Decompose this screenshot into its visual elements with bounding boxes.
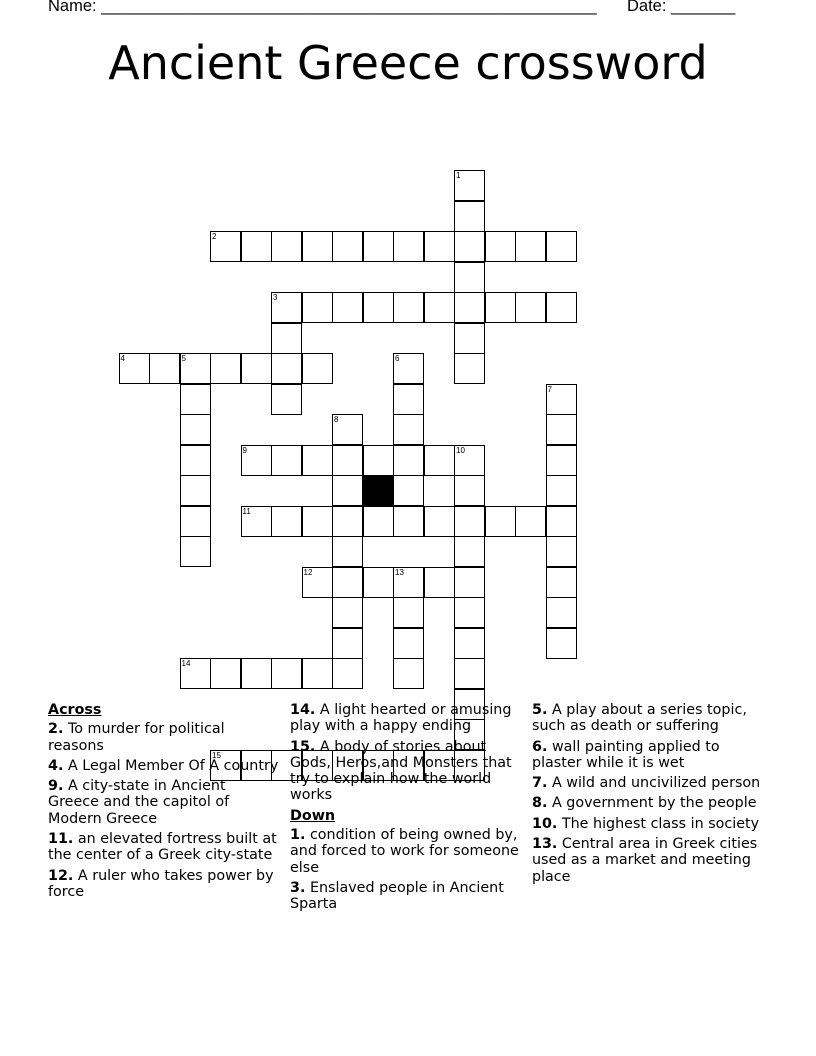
clue-text: Enslaved people in Ancient Sparta [290, 879, 504, 913]
crossword-cell[interactable] [393, 384, 424, 415]
crossword-cell[interactable] [454, 323, 485, 354]
crossword-cell[interactable] [149, 353, 180, 384]
cell-number: 4 [120, 354, 125, 363]
crossword-cell[interactable] [393, 506, 424, 537]
crossword-cell[interactable] [332, 597, 363, 628]
across-clue [48, 831, 280, 864]
clue-text: To murder for political reasons [48, 721, 225, 754]
crossword-cell[interactable] [546, 414, 577, 445]
crossword-cell[interactable] [241, 353, 272, 384]
crossword-cell[interactable] [332, 475, 363, 506]
cell-number: 1 [456, 171, 461, 180]
crossword-cell[interactable] [546, 628, 577, 659]
crossword-cell[interactable] [180, 384, 211, 415]
crossword-cell[interactable] [332, 506, 363, 537]
cell-number: 7 [547, 384, 552, 394]
crossword-cell[interactable] [393, 628, 424, 659]
cell-number: 2 [212, 232, 217, 241]
crossword-cell[interactable] [546, 567, 577, 598]
down-clue [532, 739, 764, 772]
crossword-cell[interactable] [424, 292, 455, 323]
crossword-cell[interactable] [332, 445, 363, 476]
crossword-cell[interactable] [180, 506, 211, 537]
crossword-cell[interactable] [393, 658, 424, 689]
clue-number: 1. [290, 827, 306, 844]
across-clue [48, 868, 280, 901]
down-clue [290, 827, 522, 876]
crossword-cell[interactable] [454, 475, 485, 506]
crossword-cell[interactable] [454, 567, 485, 598]
crossword-cell[interactable] [271, 658, 302, 689]
crossword-cell[interactable] [271, 445, 302, 476]
across-clue [48, 778, 280, 827]
clue-number: 5. [532, 702, 548, 718]
down-clue [532, 836, 764, 885]
down-clue [290, 880, 522, 913]
clue-number: 15. [290, 738, 316, 755]
crossword-cell[interactable] [454, 536, 485, 567]
crossword-cell[interactable] [393, 414, 424, 445]
crossword-cell[interactable] [332, 628, 363, 659]
clue-text: A play about a series topic, such as death or suffering [532, 702, 747, 735]
crossword-cell[interactable] [454, 353, 485, 384]
clue-number: 8. [532, 795, 548, 812]
crossword-cell[interactable] [302, 445, 333, 476]
crossword-cell[interactable] [302, 658, 333, 689]
crossword-cell[interactable] [546, 475, 577, 506]
down-clue [532, 775, 764, 791]
date-field-label: Date: _______ [627, 0, 736, 15]
crossword-cell[interactable] [302, 506, 333, 537]
crossword-cell[interactable] [210, 658, 241, 689]
crossword-cell[interactable] [180, 414, 211, 445]
clue-number: 12. [48, 867, 74, 884]
cell-number: 9 [242, 445, 247, 455]
down-heading: Down [290, 807, 336, 824]
crossword-cell[interactable] [180, 475, 211, 506]
page-title: Ancient Greece crossword [108, 36, 708, 90]
clue-number: 3. [290, 879, 306, 896]
cell-number: 3 [273, 293, 278, 302]
across-clue [48, 721, 280, 754]
clue-text: A wild and uncivilized person [551, 775, 761, 792]
clue-text: A government by the people [551, 795, 757, 812]
crossword-cell[interactable] [515, 292, 546, 323]
clue-text: The highest class in society [561, 815, 760, 832]
cell-number: 11 [242, 506, 251, 516]
crossword-cell[interactable] [393, 445, 424, 476]
clue-text: A light hearted or amusing play with a happy ending [290, 702, 512, 735]
clue-number: 7. [532, 775, 548, 792]
crossword-cell[interactable] [424, 567, 455, 598]
cell-number: 13 [395, 567, 404, 577]
crossword-cell[interactable] [454, 201, 485, 232]
crossword-cell[interactable] [454, 506, 485, 537]
crossword-cell[interactable] [546, 536, 577, 567]
crossword-cell[interactable] [332, 567, 363, 598]
crossword-cell[interactable] [271, 506, 302, 537]
crossword-cell[interactable] [180, 536, 211, 567]
crossword-cell[interactable] [454, 597, 485, 628]
crossword-cell[interactable] [454, 628, 485, 659]
crossword-cell[interactable] [546, 597, 577, 628]
crossword-cell[interactable] [393, 475, 424, 506]
crossword-cell[interactable] [363, 231, 394, 262]
clue-text: A ruler who takes power by force [48, 867, 274, 900]
crossword-cell[interactable] [302, 353, 333, 384]
crossword-cell[interactable] [485, 292, 516, 323]
clue-number: 4. [48, 757, 64, 774]
crossword-cell[interactable] [363, 506, 394, 537]
name-field-label: Name: ______________________________________________________ [48, 0, 597, 15]
clues-column-3 [532, 702, 764, 889]
crossword-cell[interactable] [546, 292, 577, 323]
crossword-cell[interactable] [485, 231, 516, 262]
crossword-cell[interactable] [424, 445, 455, 476]
crossword-cell[interactable] [271, 384, 302, 415]
crossword-cell[interactable] [454, 658, 485, 689]
crossword-cell[interactable] [363, 292, 394, 323]
crossword-cell[interactable] [546, 445, 577, 476]
down-clue [532, 816, 764, 832]
crossword-cell[interactable] [332, 292, 363, 323]
crossword-cell[interactable] [393, 597, 424, 628]
across-clue [290, 739, 522, 804]
crossword-cell[interactable] [454, 262, 485, 293]
crossword-cell[interactable] [363, 445, 394, 476]
crossword-cell[interactable] [210, 353, 241, 384]
cell-number: 6 [395, 354, 400, 363]
across-heading: Across [48, 702, 102, 718]
crossword-cell[interactable] [363, 567, 394, 598]
cell-number: 8 [334, 415, 339, 424]
clue-text: Central area in Greek cities used as a market and meeting place [532, 836, 758, 885]
cell-number: 10 [456, 445, 465, 455]
crossword-cell[interactable] [393, 292, 424, 323]
crossword-cell[interactable] [332, 231, 363, 262]
crossword-cell[interactable] [546, 231, 577, 262]
clue-text: A Legal Member Of A country [67, 757, 279, 774]
crossword-cell[interactable] [302, 292, 333, 323]
crossword-cell[interactable] [332, 658, 363, 689]
cell-number: 12 [303, 567, 313, 577]
down-clue [532, 702, 764, 735]
clue-number: 2. [48, 721, 64, 738]
crossword-cell[interactable] [241, 658, 272, 689]
across-clue [290, 702, 522, 735]
crossword-cell[interactable] [424, 231, 455, 262]
crossword-cell[interactable] [241, 231, 272, 262]
black-cell [363, 475, 394, 506]
crossword-cell[interactable] [454, 231, 485, 262]
clue-text: an elevated fortress built at the center of a Greek city-state [48, 831, 277, 864]
crossword-cell[interactable] [546, 506, 577, 537]
clue-text: A body of stories about Gods, Heros,and Monsters that try to explain how the world works [290, 738, 512, 804]
clue-number: 14. [290, 702, 316, 718]
crossword-cell[interactable] [485, 506, 516, 537]
crossword-cell[interactable] [180, 445, 211, 476]
cell-number: 5 [181, 354, 186, 363]
clue-text: condition of being owned by, and forced to work for someone else [290, 827, 519, 876]
crossword-cell[interactable] [271, 353, 302, 384]
clues-column-1 [48, 702, 280, 904]
clue-number: 13. [532, 836, 558, 853]
crossword-cell[interactable] [424, 506, 455, 537]
crossword-cell[interactable] [332, 536, 363, 567]
clue-number: 6. [532, 738, 548, 755]
clues-column-2 [290, 702, 522, 917]
clue-number: 10. [532, 815, 558, 832]
crossword-cell[interactable] [515, 231, 546, 262]
cell-number: 14 [181, 659, 191, 668]
crossword-cell[interactable] [454, 292, 485, 323]
cell-number: 15 [212, 750, 221, 760]
crossword-cell[interactable] [271, 231, 302, 262]
crossword-cell[interactable] [515, 506, 546, 537]
clue-number: 11. [48, 831, 74, 848]
down-clue [532, 795, 764, 811]
crossword-cell[interactable] [302, 231, 333, 262]
crossword-cell[interactable] [271, 323, 302, 354]
clue-text: A city-state in Ancient Greece and the capitol of Modern Greece [48, 778, 230, 827]
across-clue [48, 758, 280, 774]
crossword-cell[interactable] [393, 231, 424, 262]
clue-number: 9. [48, 778, 64, 795]
clue-text: wall painting applied to plaster while it is wet [532, 738, 720, 771]
